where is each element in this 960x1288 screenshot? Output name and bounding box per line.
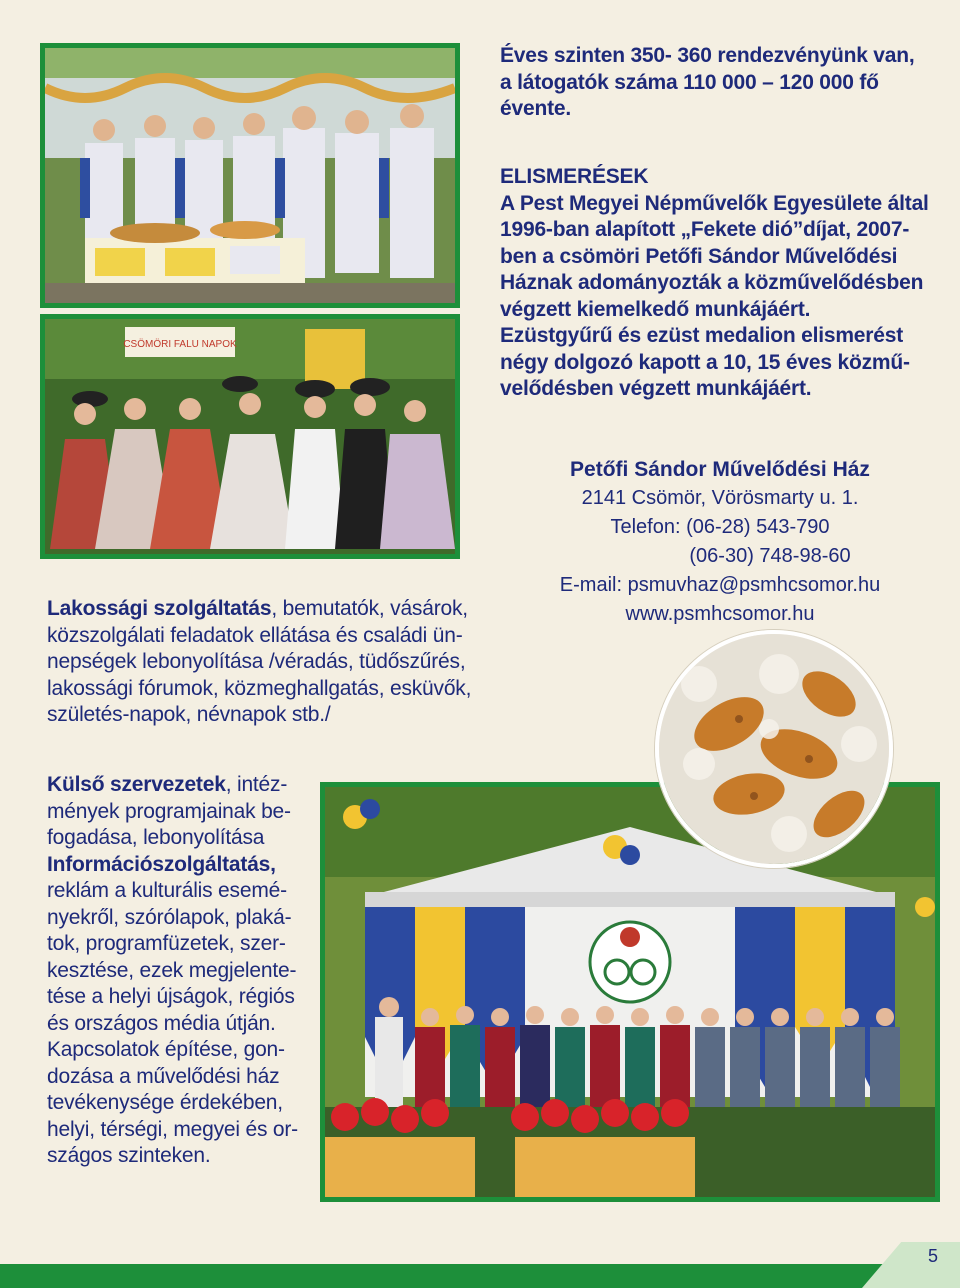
awards-line-8: velődésben végzett munkájáért. xyxy=(500,377,812,400)
services-line-1 xyxy=(47,596,477,623)
external-line-11: Kapcsolatok építése, gon- xyxy=(47,1038,285,1061)
photo-folk-dancers xyxy=(40,314,460,559)
dancers-banner-text: CSÖMÖRI FALU NAPOK xyxy=(123,339,237,350)
pastries-image xyxy=(659,634,889,864)
contact-email[interactable]: E-mail: psmuvhaz@psmhcsomor.hu xyxy=(559,574,881,596)
contact-block xyxy=(520,455,920,629)
external-line-7: tok, programfüzetek, szer- xyxy=(47,932,286,955)
folk-dancers-image xyxy=(45,319,455,554)
contact-name: Petőfi Sándor Művelődési Ház xyxy=(570,458,870,481)
external-line-5: reklám a kulturális esemé- xyxy=(47,879,287,902)
services-paragraph xyxy=(47,596,477,729)
awards-line-7: négy dolgozó kapott a 10, 15 éves közmű- xyxy=(500,350,910,374)
services-line-2: közszolgálati feladatok ellátása és családi ün- xyxy=(47,623,463,647)
external-bold-label: Külső szervezetek xyxy=(47,773,226,796)
services-line-3: nepségek lebonyolítása /véradás, tüdőszűrés, xyxy=(47,650,466,673)
external-line-3: fogadása, lebonyolítása xyxy=(47,826,265,849)
intro-line-3: évente. xyxy=(500,97,571,120)
external-line-6: nyekről, szórólapok, plaká- xyxy=(47,905,292,929)
intro-paragraph xyxy=(500,43,940,123)
contact-website[interactable]: www.psmhcsomor.hu xyxy=(625,603,815,625)
external-line-13: tevékenysége érdekében, xyxy=(47,1091,283,1114)
awards-line-4: Háznak adományozták a közművelődésben xyxy=(500,271,924,294)
stage-choir-image xyxy=(325,787,935,1197)
external-line-8: kesztése, ezek megjelente- xyxy=(47,958,297,982)
page-number: 5 xyxy=(927,1246,938,1266)
external-line-14: helyi, térségi, megyei és or- xyxy=(47,1117,298,1141)
services-bold-label: Lakossági szolgáltatás xyxy=(47,597,272,620)
photo-market-stall xyxy=(40,43,460,308)
awards-line-3: ben a csömöri Petőfi Sándor Művelődési xyxy=(500,244,898,268)
awards-line-1: A Pest Megyei Népművelők Egyesülete által xyxy=(500,191,929,215)
photo-stage-choir xyxy=(320,782,940,1202)
awards-line-2: 1996-ban alapított „Fekete dió”díjat, 2007- xyxy=(500,218,910,241)
contact-address: 2141 Csömör, Vörösmarty u. 1. xyxy=(581,487,859,509)
external-line-9: tése a helyi újságok, régiós xyxy=(47,985,295,1008)
services-line-5: születés-napok, névnapok stb./ xyxy=(47,703,331,726)
intro-line-1: Éves szinten 350- 360 rendezvényünk van, xyxy=(500,44,915,67)
awards-line-6: Ezüstgyűrű és ezüst medalion elismerést xyxy=(500,324,904,347)
external-line-15: szágos szinteken. xyxy=(47,1144,211,1167)
external-line-2: mények programjainak be- xyxy=(47,799,291,823)
services-line-4: lakossági fórumok, közmeghallgatás, esküvők, xyxy=(47,676,472,700)
external-line-10: és országos média útján. xyxy=(47,1011,276,1035)
market-stall-image xyxy=(45,48,455,303)
awards-section xyxy=(500,164,940,403)
contact-phone-1: Telefon: (06-28) 543-790 xyxy=(610,516,830,538)
external-line-1-rest: , intéz- xyxy=(225,773,288,796)
services-line-1-rest: , bemutatók, vásárok, xyxy=(271,597,468,620)
awards-heading: ELISMERÉSEK xyxy=(500,165,649,188)
photo-pastries-circle xyxy=(655,630,893,868)
footer-bar xyxy=(0,1264,960,1288)
external-paragraph xyxy=(47,772,317,1170)
contact-phone-2: (06-30) 748-98-60 xyxy=(689,545,851,567)
info-service-label: Információszolgáltatás, xyxy=(47,852,276,876)
intro-line-2: a látogatók száma 110 000 – 120 000 fő xyxy=(500,70,879,94)
external-line-12: dozása a művelődési ház xyxy=(47,1064,280,1088)
awards-line-5: végzett kiemelkedő munkájáért. xyxy=(500,297,811,321)
external-line-1 xyxy=(47,772,317,799)
